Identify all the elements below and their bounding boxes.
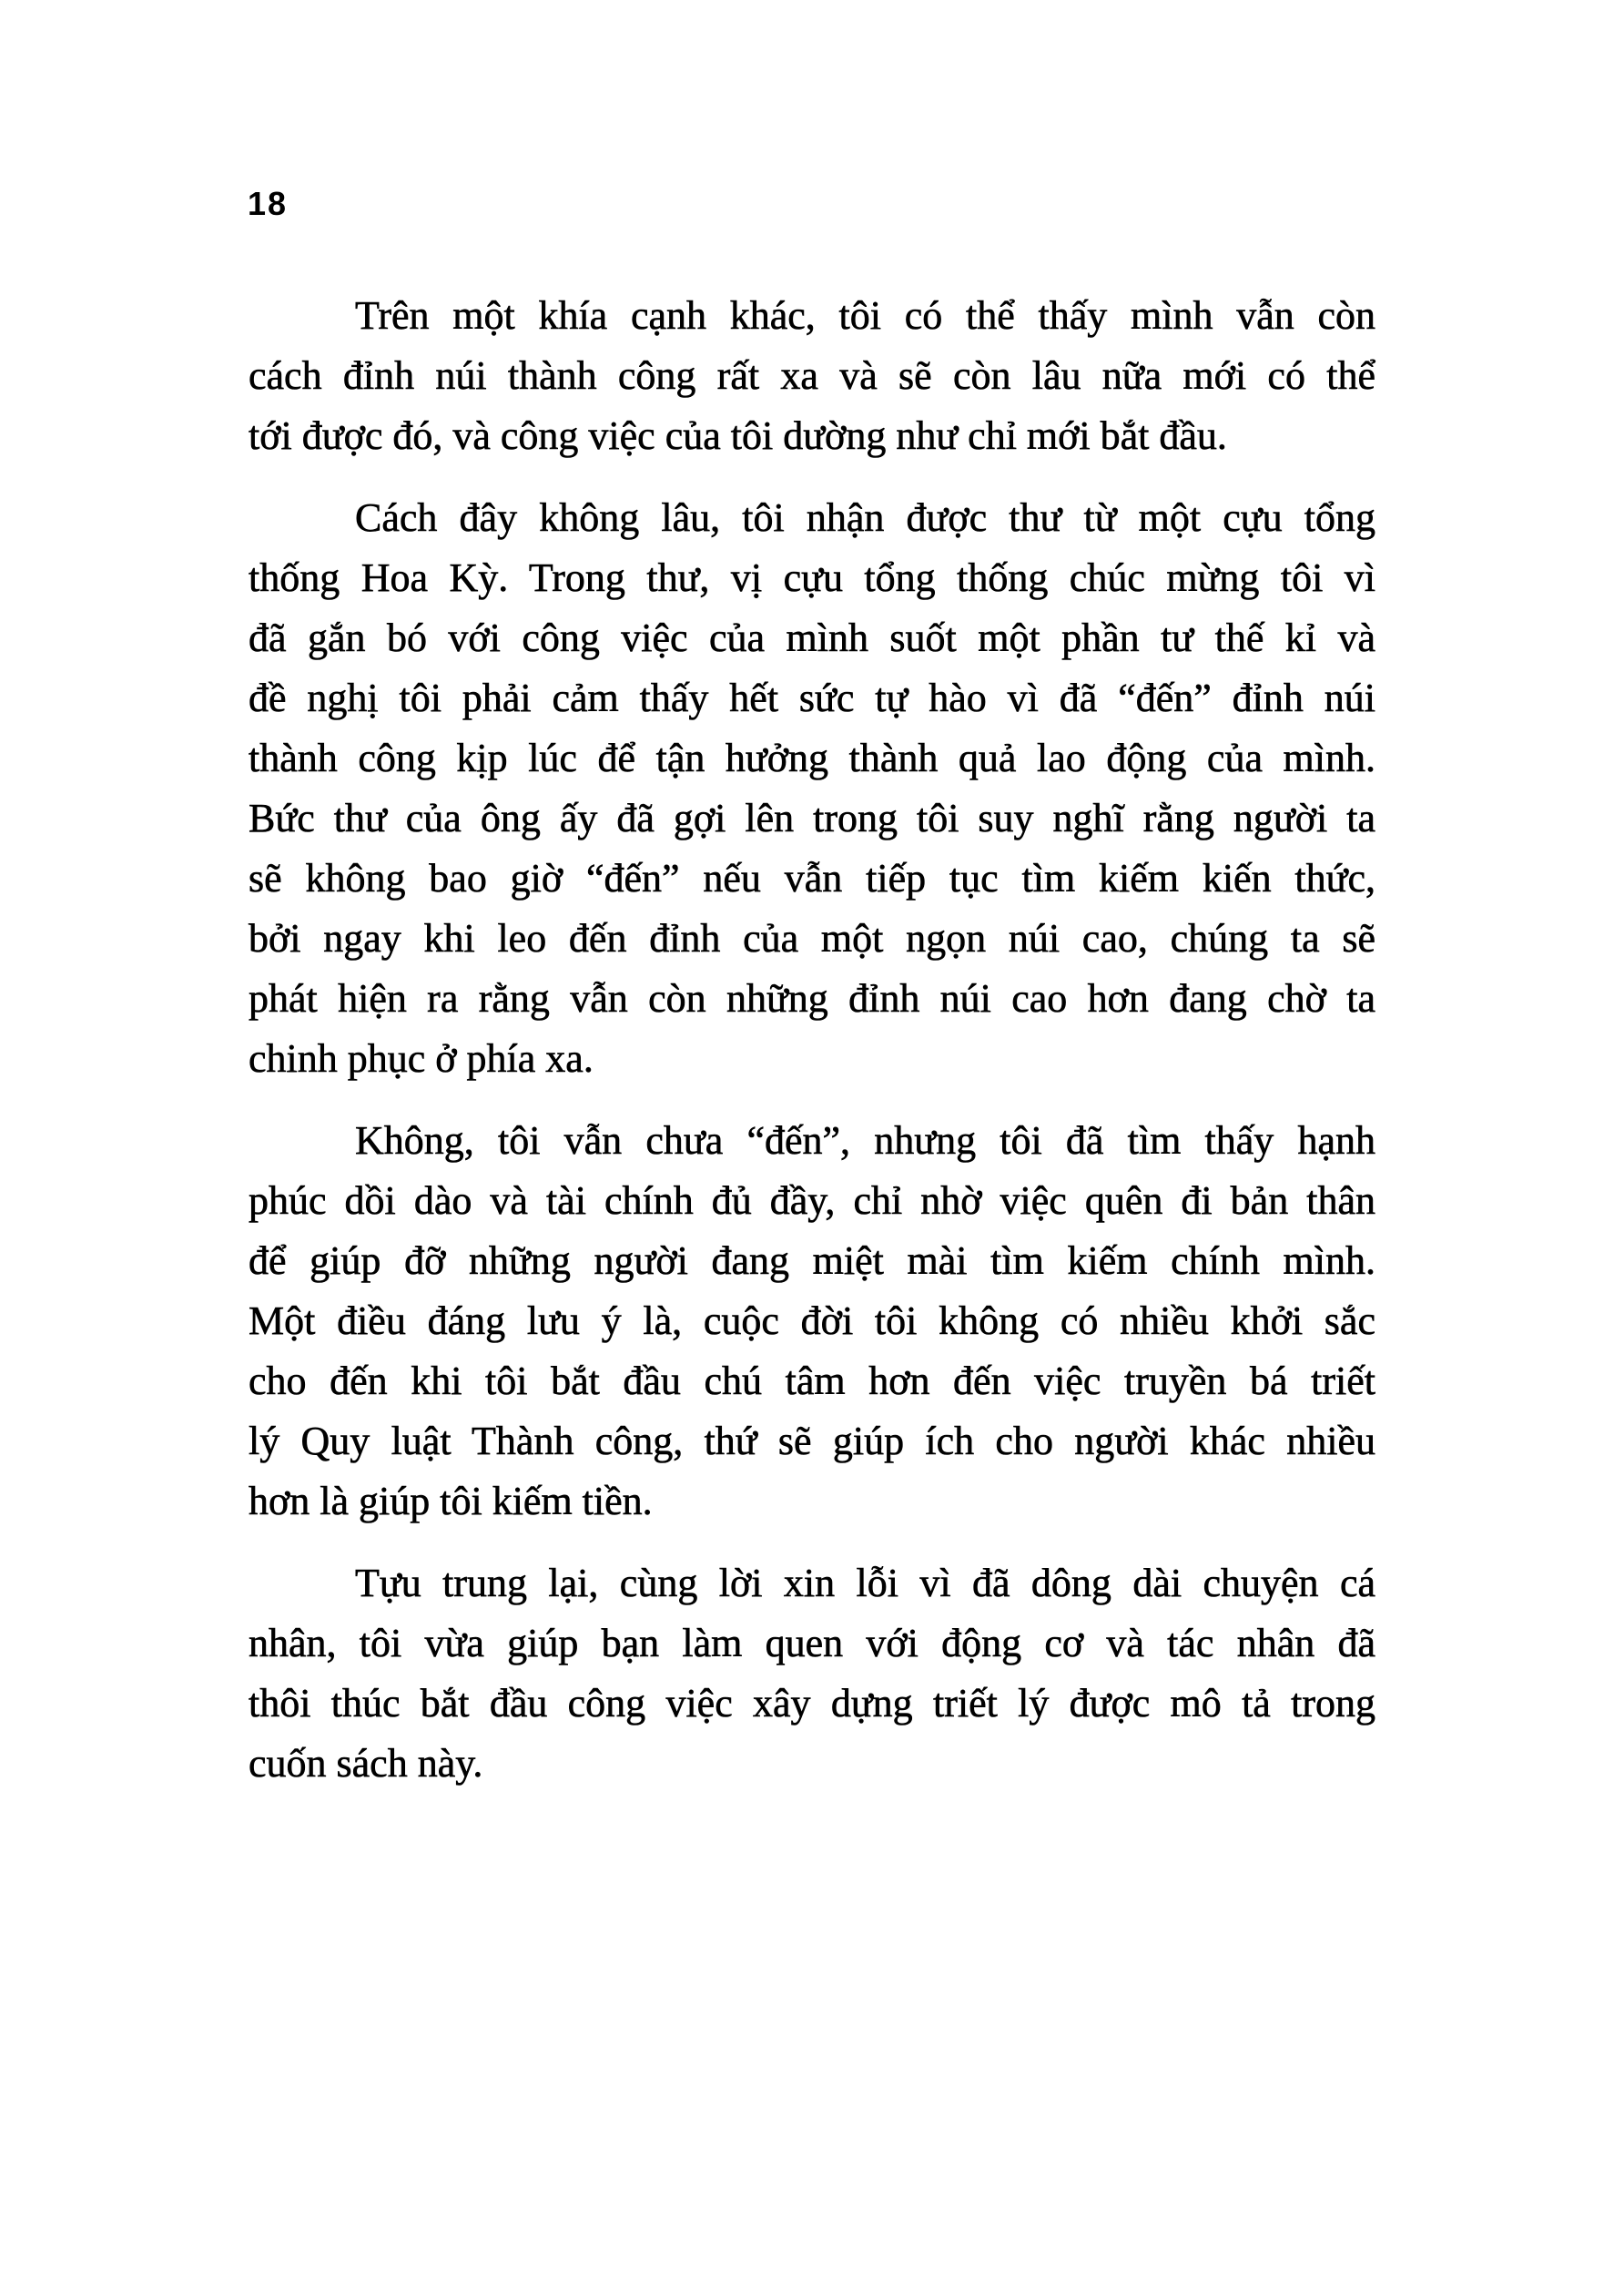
text-line: tới được đó, và công việc của tôi dường như chỉ mới bắt đầu. — [249, 413, 1227, 458]
text-line: thành công kịp lúc để tận hưởng thành quả lao động của mình. — [249, 736, 1375, 780]
text-line: đã gắn bó với công việc của mình suốt một phần tư thế kỉ và — [249, 616, 1375, 660]
text-line: Trên một khía cạnh khác, tôi có thể thấy mình vẫn còn — [355, 293, 1375, 338]
page-number: 18 — [248, 185, 289, 222]
text-line: Cách đây không lâu, tôi nhận được thư từ một cựu tổng — [355, 495, 1375, 540]
text-line: Tựu trung lại, cùng lời xin lỗi vì đã dông dài chuyện cá — [355, 1561, 1375, 1605]
text-line: Một điều đáng lưu ý là, cuộc đời tôi không có nhiều khởi sắc — [249, 1298, 1375, 1343]
paragraph — [249, 286, 1375, 466]
text-line: chinh phục ở phía xa. — [249, 1036, 594, 1081]
text-line: phúc dồi dào và tài chính đủ đầy, chỉ nhờ việc quên đi bản thân — [249, 1178, 1375, 1223]
text-line: sẽ không bao giờ “đến” nếu vẫn tiếp tục tìm kiếm kiến thức, — [249, 856, 1375, 901]
text-line: để giúp đỡ những người đang miệt mài tìm kiếm chính mình. — [249, 1238, 1375, 1283]
paragraph — [249, 1111, 1375, 1532]
text-line: Không, tôi vẫn chưa “đến”, nhưng tôi đã tìm thấy hạnh — [355, 1118, 1375, 1163]
text-line: thôi thúc bắt đầu công việc xây dựng triết lý được mô tả trong — [249, 1681, 1375, 1725]
text-line: đề nghị tôi phải cảm thấy hết sức tự hào vì đã “đến” đỉnh núi — [249, 676, 1375, 720]
text-line: cách đỉnh núi thành công rất xa và sẽ còn lâu nữa mới có thể — [249, 353, 1375, 398]
text-line: nhân, tôi vừa giúp bạn làm quen với động cơ và tác nhân đã — [249, 1621, 1375, 1665]
text-line: thống Hoa Kỳ. Trong thư, vị cựu tổng thống chúc mừng tôi vì — [249, 555, 1375, 600]
paragraph — [249, 488, 1375, 1089]
text-line: Bức thư của ông ấy đã gợi lên trong tôi suy nghĩ rằng người ta — [249, 796, 1375, 840]
text-line: lý Quy luật Thành công, thứ sẽ giúp ích cho người khác nhiều — [249, 1419, 1375, 1463]
text-line: bởi ngay khi leo đến đỉnh của một ngọn núi cao, chúng ta sẽ — [249, 916, 1375, 961]
text-line: phát hiện ra rằng vẫn còn những đỉnh núi cao hơn đang chờ ta — [249, 976, 1375, 1021]
body-text — [249, 286, 1375, 1794]
text-line: cuốn sách này. — [249, 1741, 483, 1786]
paragraph — [249, 1553, 1375, 1794]
text-line: cho đến khi tôi bắt đầu chú tâm hơn đến việc truyền bá triết — [249, 1359, 1375, 1403]
text-line: hơn là giúp tôi kiếm tiền. — [249, 1479, 653, 1523]
